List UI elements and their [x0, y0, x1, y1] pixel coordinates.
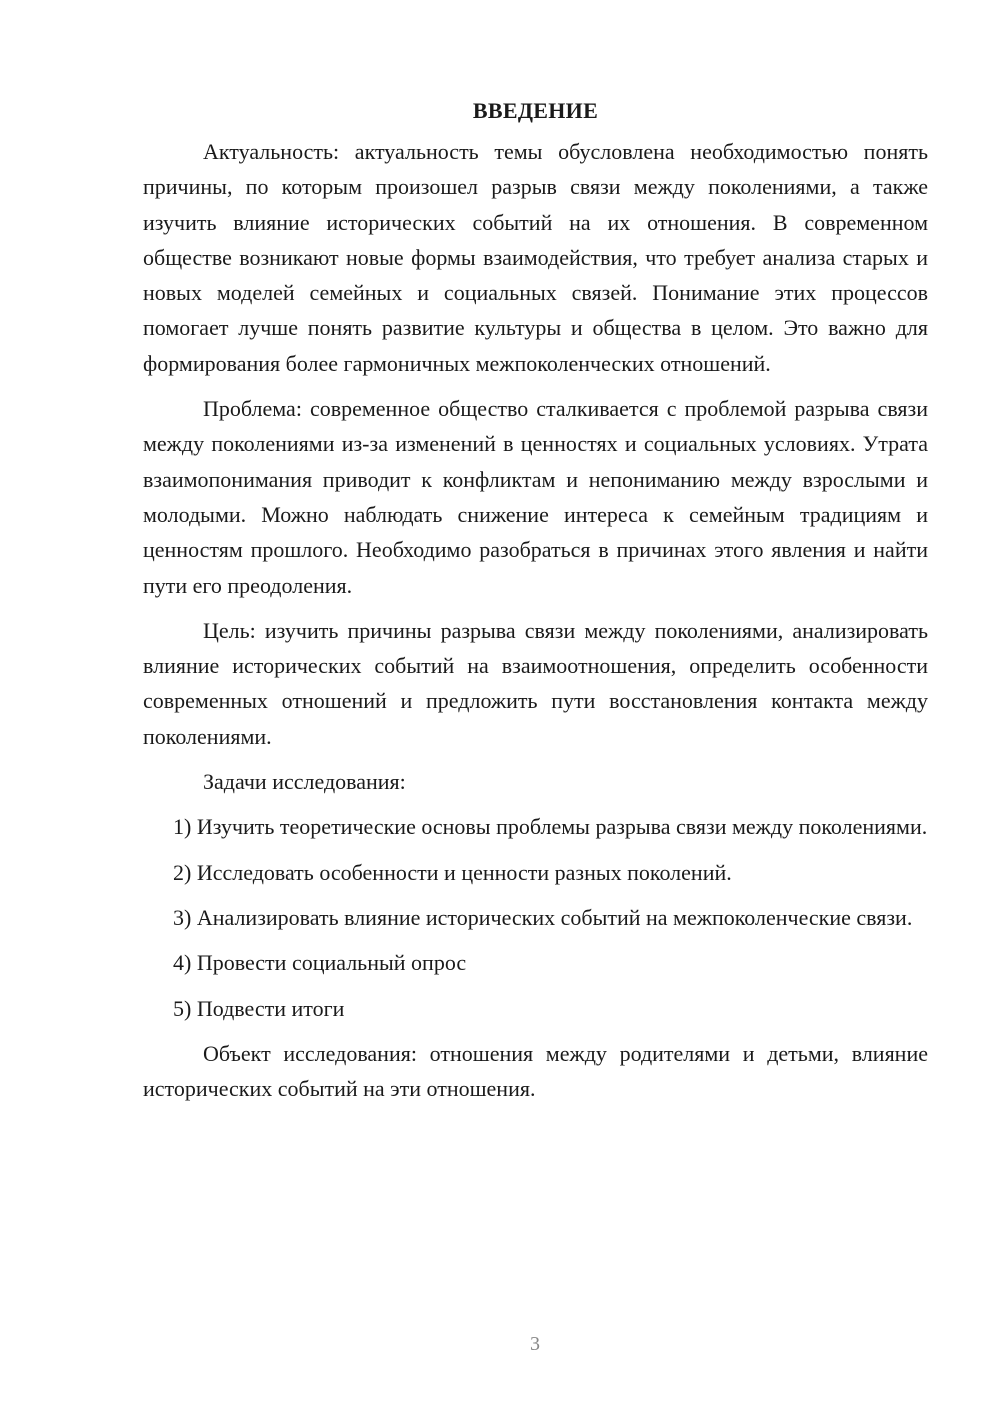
- paragraph-problem: Проблема: современное общество сталкивается с проблемой разрыва связи между поколениями из-за изменений в ценностях и социальных условиях. Утрата взаимопонимания приводит к конфликтам и непониманию между взрослыми и молодыми. Можно наблюдать снижение интереса к семейным традициям и ценностям прошлого. Необходимо разобраться в причинах этого явления и найти пути его преодоления.: [143, 396, 928, 598]
- paragraph-object: Объект исследования: отношения между родителями и детьми, влияние исторических событий на эти отношения.: [143, 1040, 928, 1102]
- paragraph-relevance: Актуальность: актуальность темы обусловлена необходимостью понять причины, по которым произошел разрыв связи между поколениями, а также изучить влияние исторических событий на их отношения. В современном обществе возникают новые формы взаимодействия, что требует анализа старых и новых моделей семейных и социальных связей. Понимание этих процессов помогает лучше понять развитие культуры и общества в целом. Это важно для формирования более гармоничных межпоколенческих отношений.: [143, 139, 928, 376]
- task-item-5: 5) Подвести итоги: [173, 995, 345, 1021]
- document-page: [143, 93, 928, 1116]
- page-number: 3: [530, 1333, 540, 1355]
- paragraph-goal: Цель: изучить причины разрыва связи между поколениями, анализировать влияние исторических событий на взаимоотношения, определить особенности современных отношений и предложить пути восстановления контакта между поколениями.: [143, 617, 928, 749]
- task-item-2: 2) Исследовать особенности и ценности разных поколений.: [173, 859, 732, 885]
- task-item-3: 3) Анализировать влияние исторических событий на межпоколенческие связи.: [173, 904, 913, 930]
- task-item-4: 4) Провести социальный опрос: [173, 950, 467, 976]
- tasks-heading: Задачи исследования:: [203, 769, 406, 795]
- page-title: ВВЕДЕНИЕ: [472, 98, 599, 123]
- task-item-1: 1) Изучить теоретические основы проблемы разрыва связи между поколениями.: [173, 814, 928, 840]
